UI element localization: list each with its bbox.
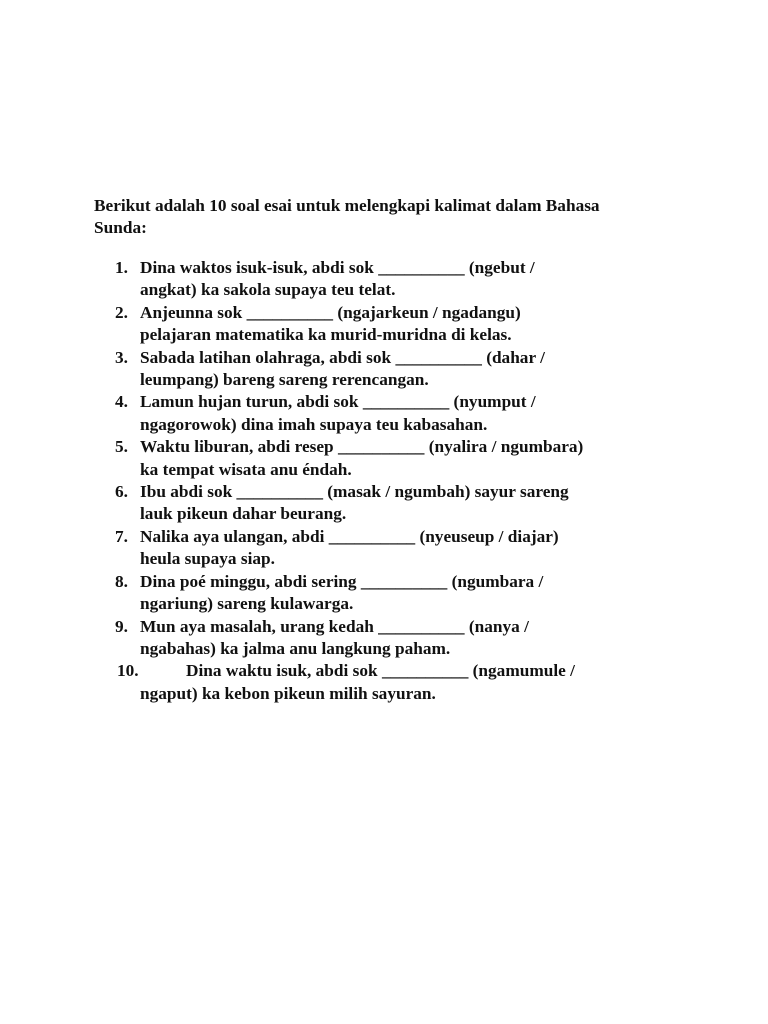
question-number: 10. xyxy=(117,661,139,681)
question-item xyxy=(94,391,694,436)
question-line-1: Mun aya masalah, urang kedah __________ (nanya / xyxy=(140,616,529,636)
question-item xyxy=(94,526,694,571)
question-line-1: Anjeunna sok __________ (ngajarkeun / ngadangu) xyxy=(140,302,521,322)
question-number: 9. xyxy=(115,616,128,636)
question-item xyxy=(94,347,694,392)
question-line-1: Dina waktos isuk-isuk, abdi sok __________ (ngebut / xyxy=(140,258,535,277)
question-item xyxy=(94,616,694,661)
question-line-2: ngaput) ka kebon pikeun milih sayuran. xyxy=(140,683,436,703)
question-line-2: pelajaran matematika ka murid-muridna di kelas. xyxy=(140,325,512,345)
question-item xyxy=(94,660,694,705)
question-line-1: Lamun hujan turun, abdi sok __________ (nyumput / xyxy=(140,392,536,412)
question-line-2: angkat) ka sakola supaya teu telat. xyxy=(140,280,396,300)
question-line-2: lauk pikeun dahar beurang. xyxy=(140,504,347,524)
question-line-1: Nalika aya ulangan, abdi __________ (nyeuseup / diajar) xyxy=(140,526,559,546)
question-line-2: heula supaya siap. xyxy=(140,549,275,569)
question-item xyxy=(94,436,694,481)
question-number: 3. xyxy=(115,347,128,367)
question-line-2: ka tempat wisata anu éndah. xyxy=(140,459,352,479)
question-line-1: Sabada latihan olahraga, abdi sok __________ (dahar / xyxy=(140,347,545,367)
question-number: 4. xyxy=(115,392,128,412)
intro-text: Berikut adalah 10 soal esai untuk melengkapi kalimat dalam Bahasa Sunda: xyxy=(94,196,600,238)
question-line-1: Dina waktu isuk, abdi sok __________ (ngamumule / xyxy=(186,661,575,681)
question-number: 7. xyxy=(115,526,128,546)
question-line-1: Ibu abdi sok __________ (masak / ngumbah) sayur sareng xyxy=(140,482,569,502)
question-number: 1. xyxy=(115,258,128,277)
question-list xyxy=(94,257,694,705)
question-number: 6. xyxy=(115,482,128,502)
question-line-1: Waktu liburan, abdi resep __________ (nyalira / ngumbara) xyxy=(140,437,584,457)
question-item xyxy=(94,257,694,302)
question-line-2: ngabahas) ka jalma anu langkung paham. xyxy=(140,638,451,658)
question-item xyxy=(94,571,694,616)
question-line-2: ngagorowok) dina imah supaya teu kabasahan. xyxy=(140,414,488,434)
question-number: 8. xyxy=(115,571,128,591)
question-line-1: Dina poé minggu, abdi sering __________ (ngumbara / xyxy=(140,571,544,591)
question-number: 5. xyxy=(115,437,128,457)
question-line-2: ngariung) sareng kulawarga. xyxy=(140,594,354,614)
question-number: 2. xyxy=(115,302,128,322)
question-item xyxy=(94,481,694,526)
question-line-2: leumpang) bareng sareng rerencangan. xyxy=(140,370,429,390)
question-item xyxy=(94,302,694,347)
